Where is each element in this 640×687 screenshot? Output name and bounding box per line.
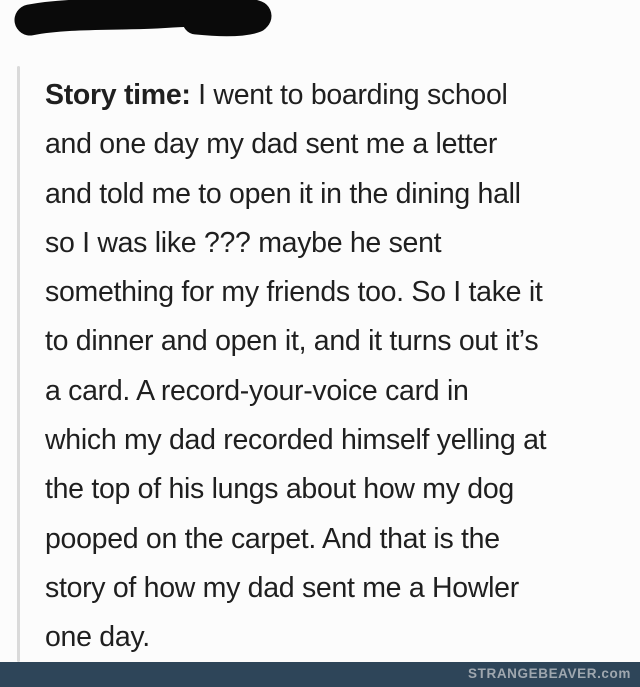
redacted-username-scribble — [6, 0, 278, 40]
watermark-bar — [0, 662, 640, 687]
post-line: and told me to open it in the dining hall — [45, 177, 521, 210]
watermark-text: STRANGEBEAVER.com — [468, 666, 631, 681]
post-line: a card. A record-your-voice card in — [45, 374, 469, 407]
post-bold-prefix: Story time: — [45, 79, 191, 111]
post-line: which my dad recorded himself yelling at — [45, 424, 547, 457]
post-line: story of how my dad sent me a Howler — [45, 571, 519, 604]
post-line: the top of his lungs about how my dog — [45, 473, 514, 506]
post-line-text: I went to boarding school — [190, 79, 508, 111]
post-line: and one day my dad sent me a letter — [45, 128, 498, 161]
post-line: pooped on the carpet. And that is the — [45, 522, 500, 555]
post-left-border — [17, 66, 20, 662]
post-line: something for my friends too. So I take it — [45, 276, 543, 309]
post-line — [45, 71, 625, 120]
post-line: so I was like ??? maybe he sent — [45, 226, 442, 259]
post-line: to dinner and open it, and it turns out it’s — [45, 325, 539, 358]
post-line: one day. — [45, 621, 150, 654]
post-body — [45, 71, 625, 663]
